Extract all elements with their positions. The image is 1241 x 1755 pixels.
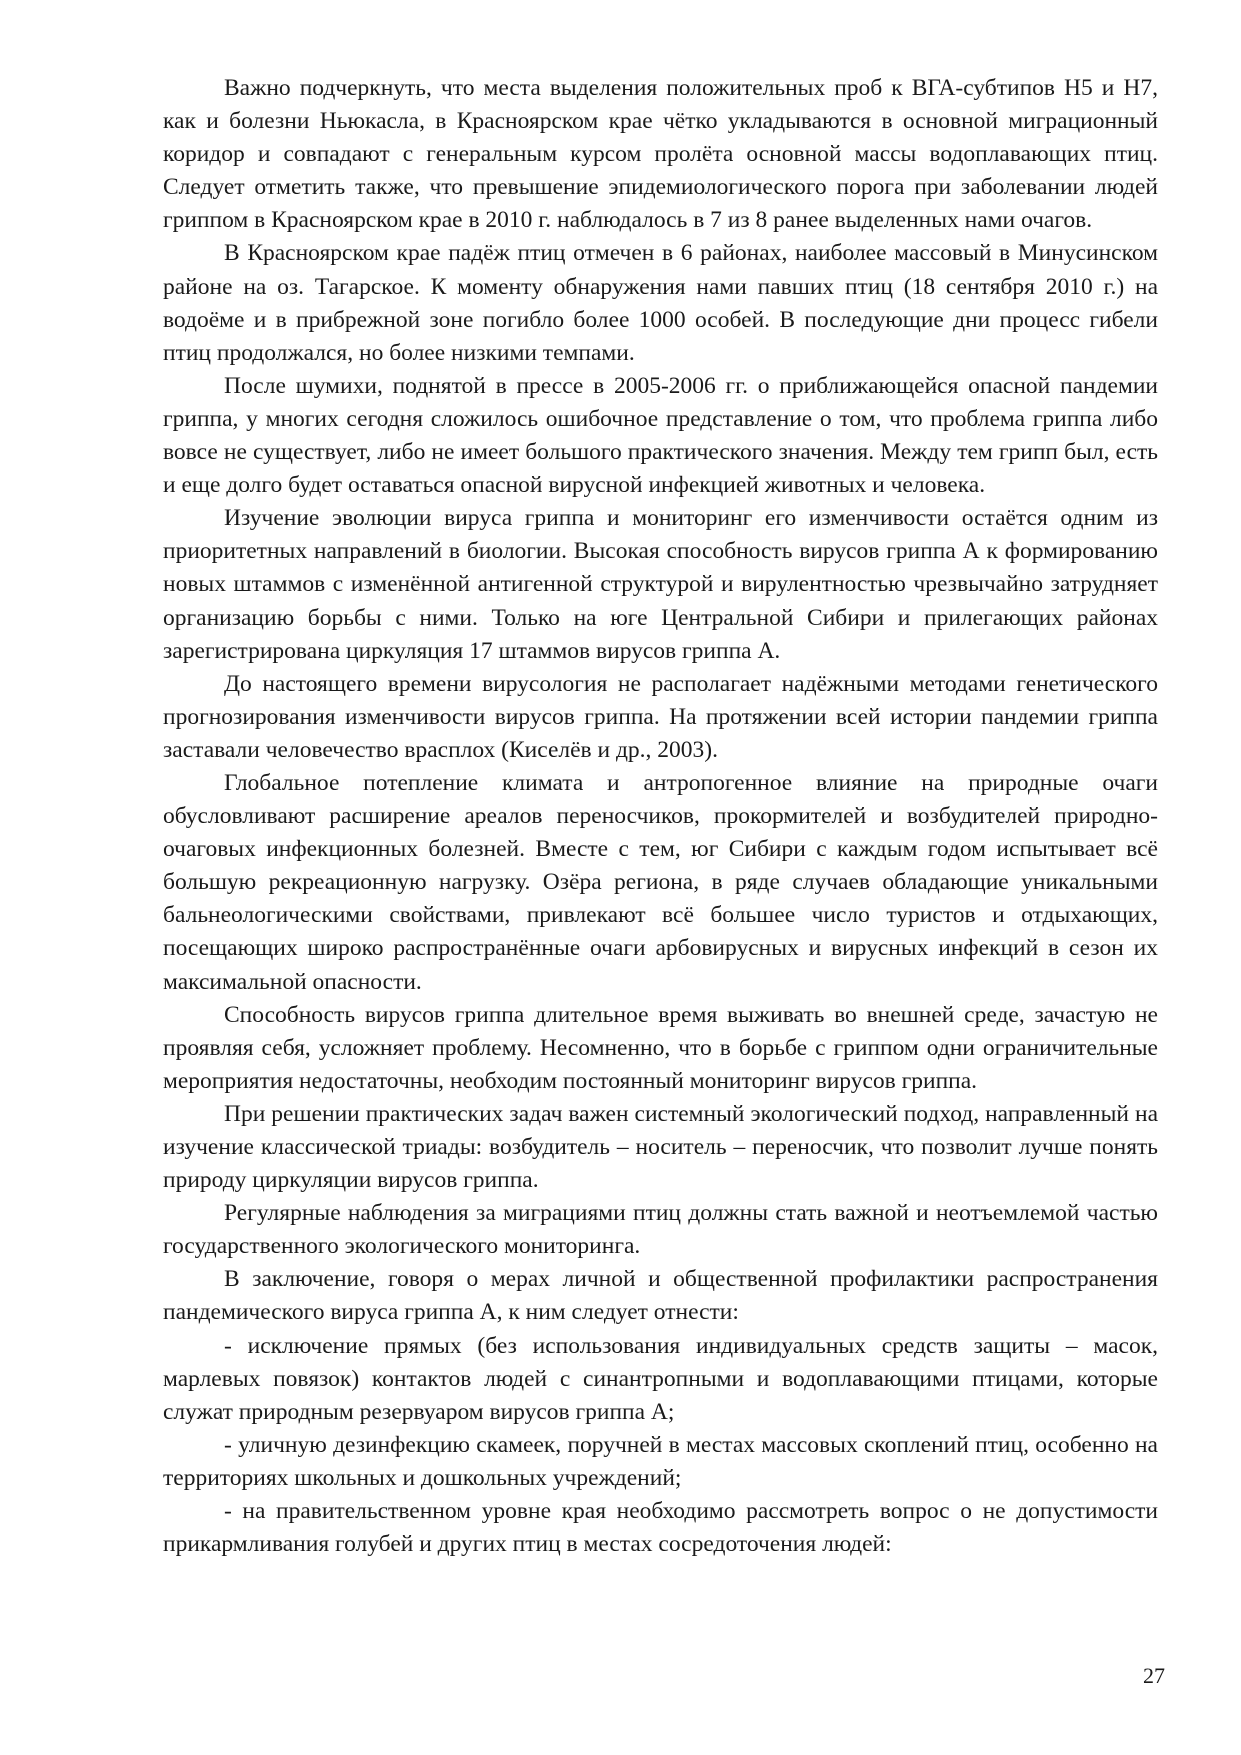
paragraph-8: При решении практических задач важен системный экологический подход, направленный на изучение классической триады: возбудитель – носитель – переносчик, что позволит лучше понять природу циркуляции вирусов гриппа. (163, 1100, 1158, 1194)
body-text (163, 72, 1158, 1561)
list-item-1: - исключение прямых (без использования индивидуальных средств защиты – масок, марлевых повязок) контактов людей с синантропными и водоплавающими птицами, которые служат природным резервуаром вирусов гриппа А; (163, 1332, 1158, 1425)
list-item-3: - на правительственном уровне края необходимо рассмотреть вопрос о не допустимости прикармливания голубей и других птиц в местах сосредоточения людей: (163, 1498, 1158, 1558)
paragraph-2: В Красноярском крае падёж птиц отмечен в 6 районах, наиболее массовый в Минусинском районе на оз. Тагарское. К моменту обнаружения нами павших птиц (18 сентября 2010 г.) на водоёме и в прибрежной зоне погибло более 1000 особей. В последующие дни процесс гибели птиц продолжался, но более низкими темпами. (163, 240, 1158, 366)
paragraph-10: В заключение, говоря о мерах личной и общественной профилактики распространения пандемического вируса гриппа А, к ним следует отнести: (163, 1266, 1158, 1326)
list-item-2: - уличную дезинфекцию скамеек, поручней в местах массовых скоплений птиц, особенно на территориях школьных и дошкольных учреждений; (163, 1431, 1158, 1491)
page-number: 27 (1143, 1663, 1165, 1688)
paragraph-7: Способность вирусов гриппа длительное время выживать во внешней среде, зачастую не проявляя себя, усложняет проблему. Несомненно, что в борьбе с гриппом одни ограничительные мероприятия недостаточны, необходим постоянный мониторинг вирусов гриппа. (163, 1001, 1158, 1094)
paragraph-5: До настоящего времени вирусология не располагает надёжными методами генетического прогнозирования изменчивости вирусов гриппа. На протяжении всей истории пандемии гриппа заставали человечество врасплох (Киселёв и др., 2003). (163, 670, 1158, 763)
paragraph-1: Важно подчеркнуть, что места выделения положительных проб к ВГА-субтипов H5 и H7, как и болезни Ньюкасла, в Красноярском крае чётко укладываются в основной миграционный коридор и совпадают с генеральным курсом пролёта основной массы водоплавающих птиц. Следует отметить также, что превышение эпидемиологического порога при заболевании людей гриппом в Красноярском крае в 2010 г. наблюдалось в 7 из 8 ранее выделенных нами очагов. (163, 75, 1158, 234)
paragraph-4: Изучение эволюции вируса гриппа и мониторинг его изменчивости остаётся одним из приоритетных направлений в биологии. Высокая способность вирусов гриппа А к формированию новых штаммов с изменённой антигенной структурой и вирулентностью чрезвычайно затрудняет организацию борьбы с ними. Только на юге Центральной Сибири и прилегающих районах зарегистрирована циркуляция 17 штаммов вирусов гриппа А. (163, 505, 1158, 664)
paragraph-3: После шумихи, поднятой в прессе в 2005-2006 гг. о приближающейся опасной пандемии гриппа, у многих сегодня сложилось ошибочное представление о том, что проблема гриппа либо вовсе не существует, либо не имеет большого практического значения. Между тем грипп был, есть и еще долго будет оставаться опасной вирусной инфекцией животных и человека. (163, 372, 1158, 499)
paragraph-9: Регулярные наблюдения за миграциями птиц должны стать важной и неотъемлемой частью государственного экологического мониторинга. (163, 1200, 1158, 1260)
paragraph-6: Глобальное потепление климата и антропогенное влияние на природные очаги обусловливают расширение ареалов переносчиков, прокормителей и возбудителей природно-очаговых инфекционных болезней. Вместе с тем, юг Сибири с каждым годом испытывает всё большую рекреационную нагрузку. Озёра региона, в ряде случаев обладающие уникальными бальнеологическими свойствами, привлекают всё большее число туристов и отдыхающих, посещающих широко распространённые очаги арбовирусных и вирусных инфекций в сезон их максимальной опасности. (163, 769, 1158, 995)
